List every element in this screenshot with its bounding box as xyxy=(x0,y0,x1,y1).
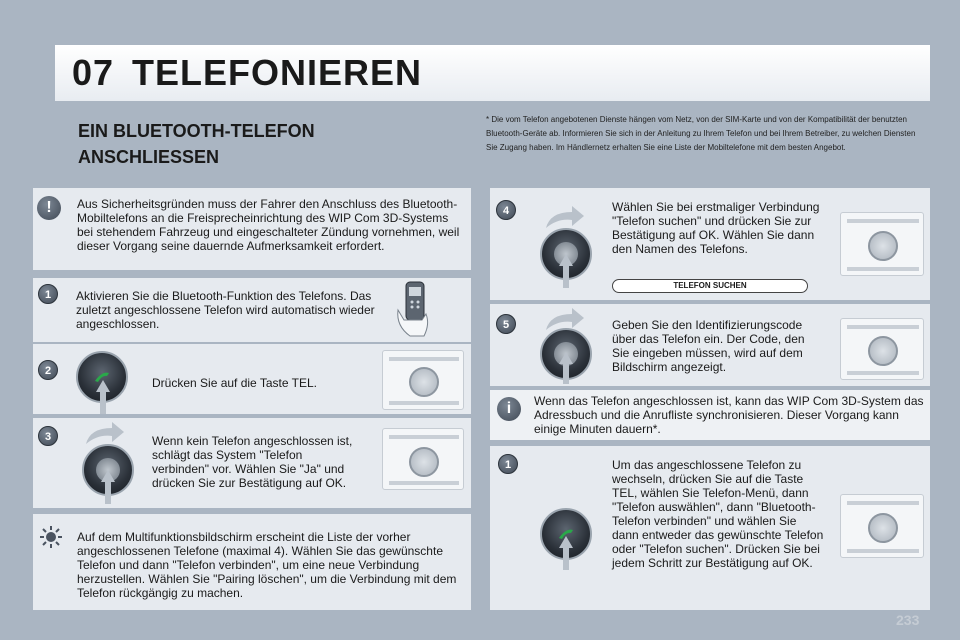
step-badge: 5 xyxy=(496,314,516,334)
info-text: Wenn das Telefon angeschlossen ist, kann das WIP Com 3D-System das Adressbuch und die Anrufliste synchronisieren. Dieser Vorgang kann einige Minuten dauern*. xyxy=(534,394,924,436)
footnote: * Die vom Telefon angebotenen Dienste hängen vom Netz, von der SIM-Karte und von der Kompatibilität der benutzten Bluetooth-Geräte ab. Informieren Sie sich in der Anleitung zu Ihrem Telefon und bei Ihrem Betreiber, zu welchen Diensten Sie Zugang haben. Im Händlernetz erhalten Sie eine Liste der Mobiltelefone mit dem besten Angebot. xyxy=(486,115,916,152)
step-text: Wenn kein Telefon angeschlossen ist, schlägt das System "Telefon verbinden" vor. Wählen Sie "Ja" und drücken Sie zur Bestätigung auf OK. xyxy=(152,434,353,490)
radio-console-image xyxy=(840,318,924,380)
page-number: 233 xyxy=(896,612,920,628)
warning-icon: ! xyxy=(37,196,61,220)
step-badge: 1 xyxy=(38,284,58,304)
radio-console-image xyxy=(840,494,924,558)
step-badge: 4 xyxy=(496,200,516,220)
arrow-up-icon xyxy=(559,352,573,384)
tip-text: Auf dem Multifunktionsbildschirm erscheint die Liste der vorher angeschlossenen Telefone (maximal 4). Wählen Sie das gewünschte Telefon und dann "Telefon verbinden", um eine neue Verbindung herzustellen. Wählen Sie "Pairing löschen", um die Verbindung mit dem Telefon rückgängig zu machen. xyxy=(77,530,457,600)
radio-console-image xyxy=(382,428,464,490)
step-badge: 1 xyxy=(498,454,518,474)
chapter-number: 07 xyxy=(72,52,115,93)
step-text: Um das angeschlossene Telefon zu wechseln, drücken Sie auf die Taste TEL, wählen Sie Telefon-Menü, dann "Telefon auswählen", dann "Bluetooth-Telefon verbinden" und wählen Sie dann entweder das gewünschte Telefon oder "Telefon suchen". Drücken Sie bei jedem Schritt zur Bestätigung auf OK. xyxy=(612,458,824,570)
step-text: Wählen Sie bei erstmaliger Verbindung "Telefon suchen" und drücken Sie zur Bestätigung auf OK. Wählen Sie dann den Namen des Telefons. xyxy=(612,200,820,256)
step-badge: 3 xyxy=(38,426,58,446)
section-title: EIN BLUETOOTH-TELEFON ANSCHLIESSEN xyxy=(78,121,315,167)
curved-arrow-icon xyxy=(544,204,586,230)
step-text: Drücken Sie auf die Taste TEL. xyxy=(152,376,317,390)
arrow-up-icon xyxy=(96,380,110,414)
step-badge: 2 xyxy=(38,360,58,380)
radio-console-image xyxy=(840,212,924,276)
chapter-title: TELEFONIEREN xyxy=(132,52,423,93)
arrow-up-icon xyxy=(559,254,573,288)
arrow-up-icon xyxy=(559,536,573,570)
warning-text: Aus Sicherheitsgründen muss der Fahrer den Anschluss des Bluetooth-Mobiltelefons an die Freisprecheinrichtung des WIP Com 3D-Systems bei stehendem Fahrzeug und eingeschalteter Zündung vornehmen, weil dieser Vorgang seine dauernde Aufmerksamkeit erfordert. xyxy=(77,197,460,253)
curved-arrow-icon xyxy=(84,420,126,446)
arrow-up-icon xyxy=(101,470,115,504)
step-text: Geben Sie den Identifizierungscode über das Telefon ein. Der Code, den Sie eingeben müssen, wird auf dem Bildschirm angezeigt. xyxy=(612,318,805,374)
telefon-suchen-button[interactable]: TELEFON SUCHEN xyxy=(612,279,808,293)
mobile-phone-icon xyxy=(388,280,442,342)
step-text: Aktivieren Sie die Bluetooth-Funktion des Telefons. Das zuletzt angeschlossene Telefon wird automatisch wieder angeschlossen. xyxy=(76,289,375,331)
info-icon: i xyxy=(497,397,521,421)
sun-tip-icon xyxy=(40,526,62,548)
radio-console-image xyxy=(382,350,464,410)
